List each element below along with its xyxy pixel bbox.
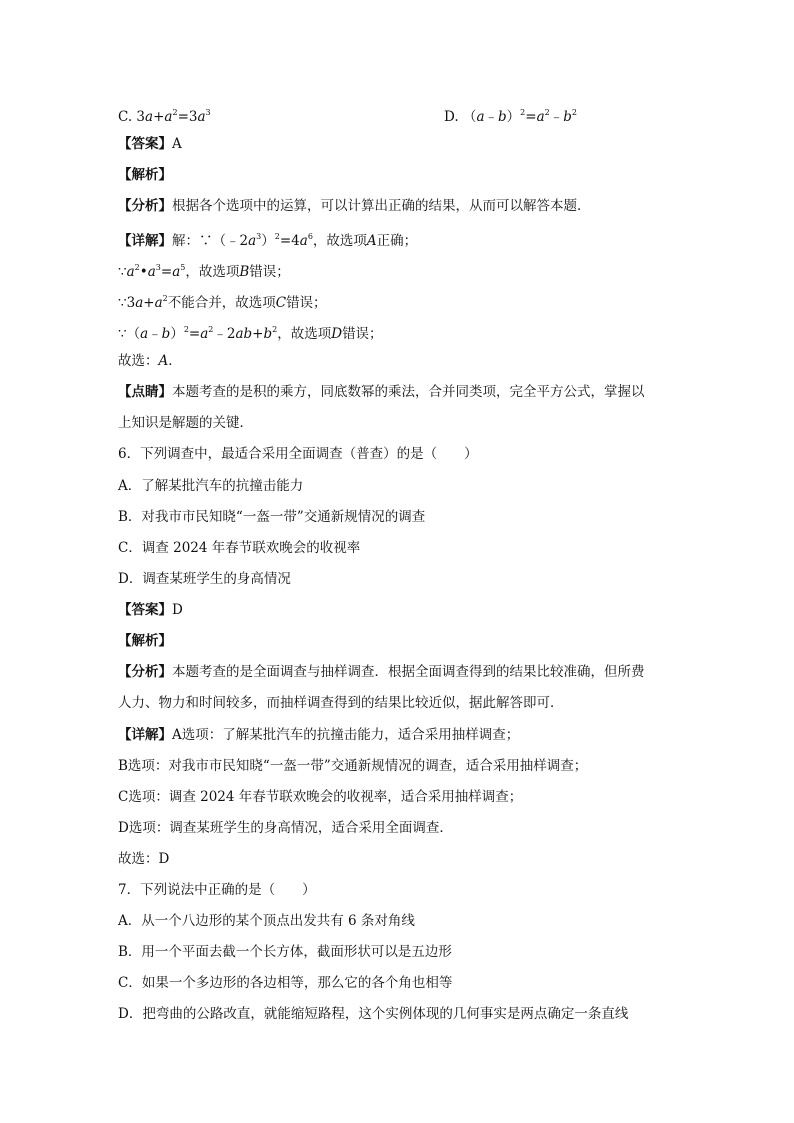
q5-detail-line-3: $\because 3a+a^2$不能合并，故选项C错误；: [118, 294, 327, 311]
q6-option-d: D．调查某班学生的身高情况: [118, 571, 291, 587]
q6-fenxi-line-2: 人力、物力和时间较多，而抽样调查得到的结果比较近似，据此解答即可．: [118, 695, 564, 711]
q5-dianjing-line-1: 【点睛】本题考查的是积的乘方，同底数幂的乘法，合并同类项，完全平方公式，掌握以: [118, 384, 645, 400]
q7-stem: 7．下列说法中正确的是（ ）: [118, 882, 316, 898]
option-c: C. $3a+a^2=3a^3$: [118, 108, 211, 125]
q5-detail-line-2: $\because a^2•a^3=a^5$，故选项B错误；: [118, 263, 290, 280]
q5-detail-line-1: 【详解】解：$\because(﹣2a^3)^2=4a^6$，故选项A正确；: [118, 232, 418, 249]
q5-detail-line-4: $\because(a﹣b)^2=a^2﹣2ab+b^2$，故选项D错误；: [118, 325, 383, 342]
option-row-c-d: [118, 103, 577, 127]
q6-option-b: B．对我市市民知晓“一盔一带”交通新规情况的调查: [118, 509, 426, 525]
q6-fenxi-line-1: 【分析】本题考查的是全面调查与抽样调查．根据全面调查得到的结果比较准确，但所费: [118, 664, 645, 680]
q7-option-c: C．如果一个多边形的各边相等，那么它的各个角也相等: [118, 975, 453, 991]
q6-option-c: C．调查 2024 年春节联欢晚会的收视率: [118, 540, 361, 556]
q5-choose: 故选：A．: [118, 353, 182, 369]
q6-option-a: A．了解某批汽车的抗撞击能力: [118, 478, 304, 494]
q6-analysis-heading: 【解析】: [118, 633, 172, 649]
q6-detail-d: D选项：调查某班学生的身高情况，适合采用全面调查．: [118, 820, 453, 836]
q6-answer: 【答案】D: [118, 602, 183, 618]
q6-stem: 6．下列调查中，最适合采用全面调查（普查）的是（ ）: [118, 446, 478, 462]
q5-analysis-heading: 【解析】: [118, 167, 172, 183]
q5-dianjing-line-2: 上知识是解题的关键．: [118, 415, 253, 431]
option-d: D. $(a﹣b)^2=a^2﹣b^2$: [444, 108, 577, 125]
q7-option-d: D．把弯曲的公路改直，就能缩短路程，这个实例体现的几何事实是两点确定一条直线: [118, 1006, 629, 1022]
q6-detail-c: C选项：调查 2024 年春节联欢晚会的收视率，适合采用抽样调查；: [118, 789, 523, 805]
q6-detail-a: 【详解】A选项：了解某批汽车的抗撞击能力，适合采用抽样调查；: [118, 727, 520, 743]
q7-option-a: A．从一个八边形的某个顶点出发共有 6 条对角线: [118, 913, 415, 929]
q5-fenxi: 【分析】根据各个选项中的运算，可以计算出正确的结果，从而可以解答本题．: [118, 198, 591, 214]
q7-option-b: B．用一个平面去截一个长方体，截面形状可以是五边形: [118, 944, 452, 960]
q5-answer: 【答案】A: [118, 136, 182, 152]
q6-detail-b: B选项：对我市市民知晓“一盔一带”交通新规情况的调查，适合采用抽样调查；: [118, 758, 588, 774]
q6-choose: 故选：D: [118, 851, 170, 867]
